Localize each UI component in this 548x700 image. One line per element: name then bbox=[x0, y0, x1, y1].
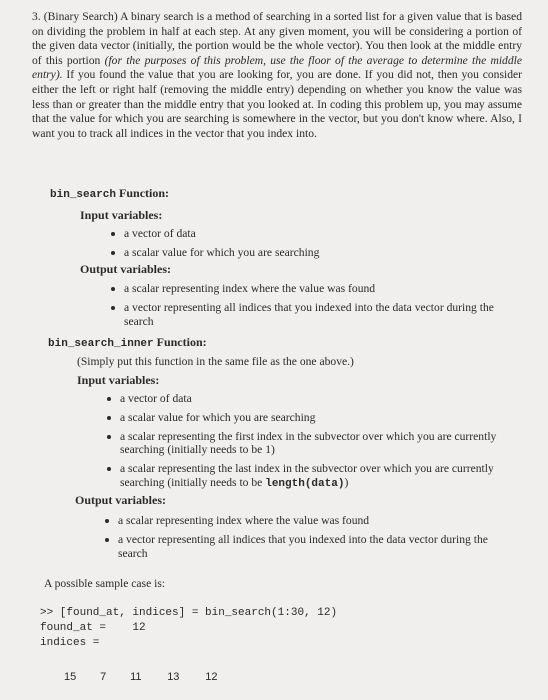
sample-command-line: >> [found_at, indices] = bin_search(1:30, 12) bbox=[40, 607, 338, 619]
list-item bbox=[106, 462, 518, 492]
problem-statement bbox=[32, 10, 522, 141]
list-item: a scalar representing the first index in the subvector over which you are currently searching (initially needs to be 1) bbox=[106, 430, 518, 458]
problem-text-before: A binary search is a method of searching in a sorted list for a given value that is based on dividing the problem in half at each step. At any given moment, you will be considering a portion of the given data vector (initially, the portion would be the whole vector). You then look at the middle entry of this portion bbox=[32, 10, 523, 67]
list-item: a scalar representing index where the value was found bbox=[110, 282, 520, 296]
list-item: a scalar value for which you are searching bbox=[106, 411, 518, 425]
list-item: a scalar representing index where the value was found bbox=[104, 514, 520, 528]
index-value: 11 bbox=[130, 671, 142, 683]
bin-search-input-list bbox=[110, 227, 510, 265]
index-value: 13 bbox=[167, 671, 180, 683]
bin-search-output-heading: Output variables: bbox=[80, 262, 172, 276]
list-item: a scalar value for which you are searching bbox=[110, 246, 510, 260]
sample-intro: A possible sample case is: bbox=[44, 577, 166, 590]
sample-found-at-line: found_at = 12 bbox=[40, 622, 146, 634]
bin-search-inner-output-list bbox=[104, 514, 520, 565]
bin-search-inner-input-heading: Input variables: bbox=[77, 373, 160, 387]
index-value: 7 bbox=[100, 671, 107, 683]
bin-search-title bbox=[50, 186, 169, 201]
list-item: a vector representing all indices that you indexed into the data vector during the search bbox=[104, 533, 520, 561]
problem-number: 3. bbox=[32, 10, 41, 23]
index-value: 12 bbox=[205, 671, 218, 683]
bin-search-input-heading: Input variables: bbox=[80, 208, 163, 222]
problem-heading: (Binary Search) bbox=[43, 10, 118, 23]
bin-search-inner-name: bin_search_inner bbox=[48, 338, 154, 350]
bin-search-inner-output-heading: Output variables: bbox=[75, 493, 167, 507]
indices-values bbox=[64, 671, 225, 683]
problem-italic-note: (for the purposes of this problem, use the floor of the average to determine the middle entry). bbox=[32, 53, 522, 82]
list-item: a vector of data bbox=[106, 392, 518, 406]
bin-search-inner-suffix: Function: bbox=[156, 335, 207, 349]
list-item: a vector representing all indices that you indexed into the data vector during the search bbox=[110, 301, 520, 329]
bin-search-inner-input-list bbox=[106, 392, 518, 497]
bin-search-output-list bbox=[110, 282, 520, 333]
closing-paren: ) bbox=[344, 475, 349, 489]
index-value: 15 bbox=[64, 671, 77, 683]
bin-search-suffix: Function: bbox=[119, 186, 170, 200]
list-item: a vector of data bbox=[110, 227, 510, 241]
bin-search-inner-note: (Simply put this function in the same file as the one above.) bbox=[77, 355, 354, 368]
bin-search-inner-title bbox=[48, 335, 207, 350]
length-data-code: length(data) bbox=[265, 477, 345, 490]
list-item-text: a scalar representing the last index in the subvector over which you are currently searching (initially needs to be bbox=[120, 462, 494, 489]
bin-search-name: bin_search bbox=[50, 189, 117, 201]
sample-indices-line: indices = bbox=[40, 637, 100, 649]
problem-text-after: If you found the value that you are looking for, you are done. If you did not, then you consider either the left or right half (removing the middle entry) depending on whether you know the value was less than or greater than the middle entry that you looked at. In coding this problem up, you may assume that the value for which you are searching is somewhere in the vector, but you don't know where. Also, I want you to track all indices in the vector that you index into. bbox=[32, 68, 522, 140]
